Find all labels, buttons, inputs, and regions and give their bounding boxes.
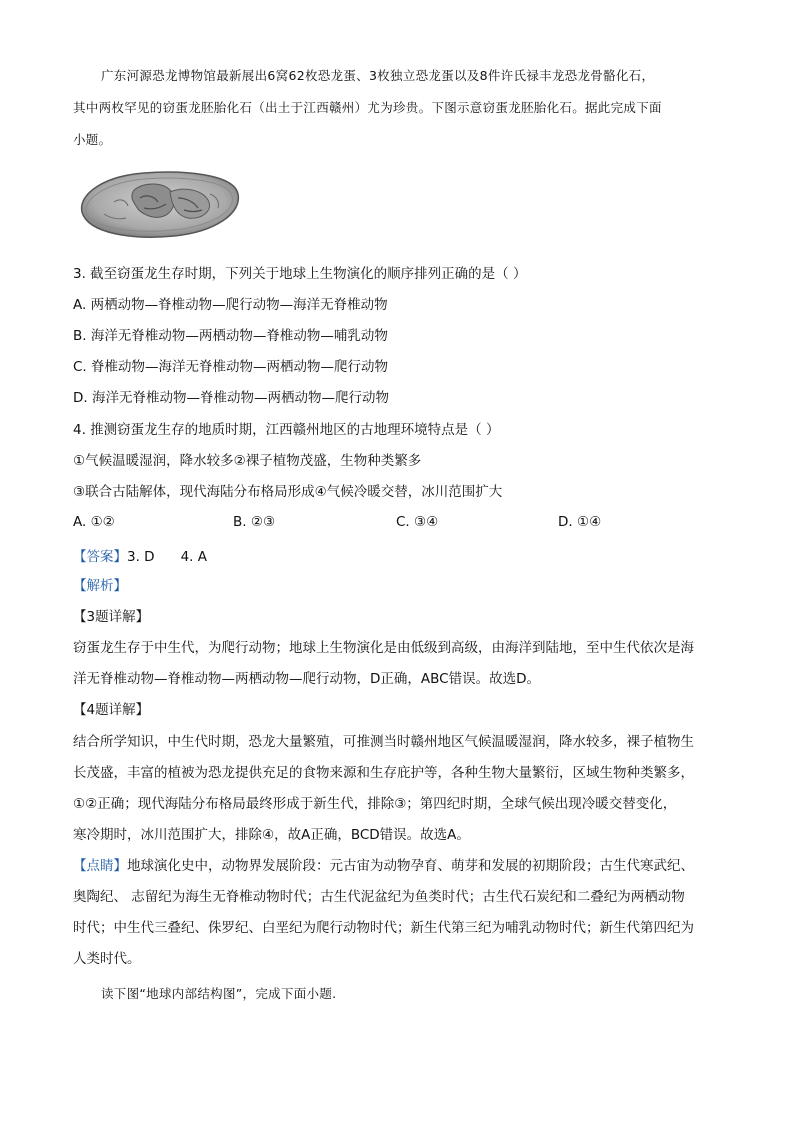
highlight-text-1: 地球演化史中，动物界发展阶段：元古宙为动物孕育、萌芽和发展的初期阶段；古生代寒武纪、 [127, 858, 694, 874]
detail-3-line-2: 洋无脊椎动物—脊椎动物—两栖动物—爬行动物，D正确，ABC错误。故选D。 [73, 671, 540, 687]
next-question-intro: 读下图“地球内部结构图”，完成下面小题. [101, 986, 337, 1001]
detail-3-title: 【3题详解】 [73, 609, 150, 625]
highlight-line-2: 奥陶纪、 志留纪为海生无脊椎动物时代；古生代泥盆纪为鱼类时代；古生代石炭纪和二叠纪为两栖动物 [73, 889, 685, 905]
intro-line-1: 广东河源恐龙博物馆最新展出6窝62枚恐龙蛋、3枚独立恐龙蛋以及8件许氏禄丰龙恐龙骨骼化石， [101, 68, 655, 83]
intro-line-2: 其中两枚罕见的窃蛋龙胚胎化石（出土于江西赣州）尤为珍贵。下图示意窃蛋龙胚胎化石。据此完成下面 [73, 100, 662, 115]
question-3-option-d: D. 海洋无脊椎动物—脊椎动物—两栖动物—爬行动物 [73, 390, 389, 406]
question-4-option-a: A. ①② [73, 514, 115, 530]
analysis-tag: 【解析】 [73, 578, 127, 594]
question-3-option-c: C. 脊椎动物—海洋无脊椎动物—两栖动物—爬行动物 [73, 359, 389, 375]
detail-4-line-1: 结合所学知识，中生代时期，恐龙大量繁殖，可推测当时赣州地区气候温暖湿润，降水较多，裸子植物生 [73, 734, 694, 750]
question-3-stem: 3. 截至窃蛋龙生存时期，下列关于地球上生物演化的顺序排列正确的是（ ） [73, 266, 527, 282]
highlight-tag: 【点睛】 [73, 858, 127, 874]
highlight-line-3: 时代；中生代三叠纪、侏罗纪、白垩纪为爬行动物时代；新生代第三纪为哺乳动物时代；新生代第四纪为 [73, 920, 694, 936]
answer-4: 4. A [180, 549, 207, 565]
question-4-statements-2: ③联合古陆解体，现代海陆分布格局形成④气候冷暖交替，冰川范围扩大 [73, 484, 503, 500]
intro-line-3: 小题。 [73, 132, 112, 147]
detail-3-line-1: 窃蛋龙生存于中生代，为爬行动物；地球上生物演化是由低级到高级，由海洋到陆地，至中生代依次是海 [73, 640, 694, 656]
question-3-option-b: B. 海洋无脊椎动物—两栖动物—脊椎动物—哺乳动物 [73, 328, 388, 344]
answer-row [73, 545, 207, 565]
question-4-option-d: D. ①④ [558, 514, 602, 530]
oviraptor-embryo-fossil-image [74, 168, 240, 242]
detail-4-line-2: 长茂盛，丰富的植被为恐龙提供充足的食物来源和生存庇护等，各种生物大量繁衍，区域生物种类繁多， [73, 765, 694, 781]
question-4-stem: 4. 推测窃蛋龙生存的地质时期，江西赣州地区的古地理环境特点是（ ） [73, 422, 500, 438]
question-4-option-c: C. ③④ [396, 514, 439, 530]
detail-4-line-4: 寒冷期时，冰川范围扩大，排除④，故A正确，BCD错误。故选A。 [73, 827, 470, 843]
highlight-line-4: 人类时代。 [73, 951, 141, 967]
answer-tag: 【答案】 [73, 549, 127, 565]
answer-3: 3. D [127, 549, 155, 565]
question-4-option-b: B. ②③ [233, 514, 276, 530]
question-4-options [73, 514, 723, 534]
detail-4-line-3: ①②正确；现代海陆分布格局最终形成于新生代，排除③；第四纪时期，全球气候出现冷暖交替变化， [73, 796, 677, 812]
question-4-statements-1: ①气候温暖湿润，降水较多②裸子植物茂盛，生物种类繁多 [73, 453, 422, 469]
question-3-option-a: A. 两栖动物—脊椎动物—爬行动物—海洋无脊椎动物 [73, 297, 388, 313]
detail-4-title: 【4题详解】 [73, 702, 150, 718]
highlight-line-1 [73, 856, 723, 876]
